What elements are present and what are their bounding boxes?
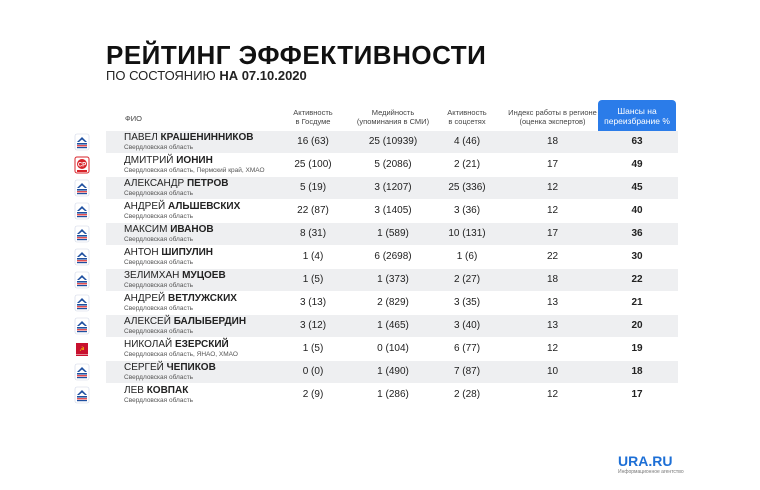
duma-activity-value: 22 (87) — [297, 205, 329, 216]
party-logo-icon — [74, 317, 90, 335]
header-media — [348, 108, 438, 126]
media-value: 5 (2086) — [374, 159, 412, 170]
candidate-name — [124, 316, 246, 327]
candidate-first-name: ПАВЕЛ — [124, 132, 158, 143]
social-value: 3 (35) — [453, 297, 481, 308]
candidate-region: Свердловская область — [124, 144, 194, 151]
media-value: 3 (1207) — [374, 182, 412, 193]
party-logo-icon — [74, 179, 90, 197]
candidate-last-name: ИВАНОВ — [170, 224, 214, 235]
social-value: 2 (28) — [453, 389, 481, 400]
duma-activity-value: 1 (4) — [302, 251, 324, 262]
table-row — [72, 246, 678, 268]
candidate-last-name: КРАШЕНИННИКОВ — [160, 132, 254, 143]
social-value: 10 (131) — [448, 228, 486, 239]
social-value: 3 (36) — [453, 205, 481, 216]
table-row — [72, 384, 678, 406]
candidate-first-name: СЕРГЕЙ — [124, 362, 164, 373]
candidate-name — [124, 155, 213, 166]
candidate-last-name: МУЦОЕВ — [182, 270, 226, 281]
header-fio: ФИО — [125, 114, 142, 123]
media-value: 6 (2698) — [374, 251, 412, 262]
header-media-line1: Медийность — [371, 108, 415, 117]
header-region-index — [505, 108, 600, 126]
table-header — [0, 100, 760, 132]
party-logo-icon — [74, 386, 90, 404]
candidate-name — [124, 247, 213, 258]
duma-activity-value: 3 (12) — [299, 320, 327, 331]
candidate-first-name: АНДРЕЙ — [124, 201, 166, 212]
svg-text:☭: ☭ — [79, 346, 85, 353]
candidate-region: Свердловская область — [124, 374, 194, 381]
header-social-line1: Активность — [447, 108, 487, 117]
header-social-line2: в соцсетях — [448, 117, 486, 126]
candidate-last-name: ШИПУЛИН — [161, 247, 214, 258]
candidate-first-name: ЗЕЛИМХАН — [124, 270, 180, 281]
candidate-name — [124, 362, 216, 373]
region-index-value: 12 — [546, 182, 559, 193]
party-logo-icon — [74, 248, 90, 266]
reelection-value: 30 — [631, 251, 643, 262]
candidate-last-name: ПЕТРОВ — [186, 178, 229, 189]
table-row — [72, 223, 678, 245]
candidate-name — [124, 201, 240, 212]
reelection-value: 40 — [631, 205, 643, 216]
media-value: 1 (490) — [377, 366, 409, 377]
social-value: 1 (6) — [456, 251, 478, 262]
candidate-region: Свердловская область — [124, 190, 194, 197]
table-row — [72, 177, 678, 199]
candidate-region: Свердловская область, Пермский край, ХМАО — [124, 167, 265, 174]
party-logo-icon — [74, 156, 90, 174]
candidate-last-name: ИОНИН — [176, 155, 213, 166]
duma-activity-value: 8 (31) — [299, 228, 327, 239]
reelection-value: 19 — [631, 343, 643, 354]
candidate-last-name: АЛЬШЕВСКИХ — [167, 201, 241, 212]
duma-activity-value: 2 (9) — [302, 389, 324, 400]
region-index-value: 10 — [546, 366, 559, 377]
table-row — [72, 292, 678, 314]
region-index-value: 17 — [546, 159, 559, 170]
media-value: 1 (465) — [377, 320, 409, 331]
candidate-region: Свердловская область — [124, 305, 194, 312]
social-value: 25 (336) — [448, 182, 486, 193]
candidate-first-name: МАКСИМ — [124, 224, 168, 235]
party-logo-icon — [74, 271, 90, 289]
reelection-value: 18 — [631, 366, 643, 377]
header-region-index-line2: (оценка экспертов) — [519, 117, 586, 126]
candidate-region: Свердловская область — [124, 236, 194, 243]
candidate-region: Свердловская область — [124, 259, 194, 266]
duma-activity-value: 5 (19) — [299, 182, 327, 193]
candidate-region: Свердловская область — [124, 397, 194, 404]
table-row — [72, 131, 678, 153]
reelection-value: 63 — [631, 136, 643, 147]
candidate-first-name: ДМИТРИЙ — [124, 155, 174, 166]
candidate-first-name: АНТОН — [124, 247, 159, 258]
candidate-name — [124, 132, 254, 143]
candidate-first-name: АНДРЕЙ — [124, 293, 166, 304]
candidate-first-name: ЛЕВ — [124, 385, 144, 396]
candidate-last-name: КОВПАК — [146, 385, 189, 396]
candidate-region: Свердловская область — [124, 328, 194, 335]
candidate-name — [124, 293, 237, 304]
social-value: 4 (46) — [453, 136, 481, 147]
page-subtitle — [106, 68, 307, 83]
duma-activity-value: 25 (100) — [294, 159, 332, 170]
candidate-last-name: БАЛЫБЕРДИН — [173, 316, 247, 327]
media-value: 1 (373) — [377, 274, 409, 285]
region-index-value: 18 — [546, 274, 559, 285]
candidate-name — [124, 339, 229, 350]
reelection-value: 49 — [631, 159, 643, 170]
party-logo-icon — [74, 202, 90, 220]
brand-subtitle: Информационное агентство — [618, 469, 684, 475]
media-value: 0 (104) — [377, 343, 409, 354]
region-index-value: 17 — [546, 228, 559, 239]
media-value: 2 (829) — [377, 297, 409, 308]
candidate-name — [124, 224, 214, 235]
header-duma-activity — [278, 108, 348, 126]
candidate-name — [124, 178, 228, 189]
region-index-value: 13 — [546, 320, 559, 331]
duma-activity-value: 0 (0) — [302, 366, 324, 377]
region-index-value: 22 — [546, 251, 559, 262]
party-logo-icon — [74, 294, 90, 312]
reelection-value: 17 — [631, 389, 643, 400]
media-value: 1 (286) — [377, 389, 409, 400]
party-logo-icon — [74, 133, 90, 151]
table-row — [72, 200, 678, 222]
candidate-region: Свердловская область, ЯНАО, ХМАО — [124, 351, 238, 358]
reelection-value: 22 — [631, 274, 643, 285]
party-logo-icon — [74, 363, 90, 381]
reelection-value: 36 — [631, 228, 643, 239]
table-row — [72, 154, 678, 176]
candidate-region: Свердловская область — [124, 282, 194, 289]
header-duma-activity-line1: Активность — [293, 108, 333, 117]
header-duma-activity-line2: в Госдуме — [295, 117, 331, 126]
media-value: 25 (10939) — [368, 136, 418, 147]
table-row — [72, 361, 678, 383]
candidate-name — [124, 270, 226, 281]
header-media-line2: (упоминания в СМИ) — [356, 117, 430, 126]
reelection-value: 45 — [631, 182, 643, 193]
duma-activity-value: 3 (13) — [299, 297, 327, 308]
header-reelection-line2: переизбрание % — [604, 116, 670, 126]
candidate-last-name: ЧЕПИКОВ — [166, 362, 216, 373]
header-reelection-chances — [598, 100, 676, 132]
header-region-index-line1: Индекс работы в регионе — [508, 108, 597, 117]
candidate-region: Свердловская область — [124, 213, 194, 220]
table-row — [72, 269, 678, 291]
header-reelection-line1: Шансы на — [617, 106, 657, 116]
duma-activity-value: 1 (5) — [302, 343, 324, 354]
subtitle-date: НА 07.10.2020 — [219, 68, 307, 83]
table-row — [72, 338, 678, 360]
reelection-value: 21 — [631, 297, 643, 308]
candidate-first-name: АЛЕКСАНДР — [124, 178, 185, 189]
candidate-first-name: НИКОЛАЙ — [124, 339, 173, 350]
media-value: 3 (1405) — [374, 205, 412, 216]
region-index-value: 18 — [546, 136, 559, 147]
region-index-value: 13 — [546, 297, 559, 308]
social-value: 6 (77) — [453, 343, 481, 354]
social-value: 3 (40) — [453, 320, 481, 331]
media-value: 1 (589) — [377, 228, 409, 239]
region-index-value: 12 — [546, 389, 559, 400]
page-title: РЕЙТИНГ ЭФФЕКТИВНОСТИ — [106, 40, 487, 70]
candidate-last-name: ЕЗЕРСКИЙ — [175, 339, 229, 350]
header-social — [432, 108, 502, 126]
duma-activity-value: 1 (5) — [302, 274, 324, 285]
region-index-value: 12 — [546, 343, 559, 354]
candidate-name — [124, 385, 188, 396]
party-logo-icon — [74, 225, 90, 243]
social-value: 2 (27) — [453, 274, 481, 285]
duma-activity-value: 16 (63) — [297, 136, 329, 147]
subtitle-prefix: ПО СОСТОЯНИЮ — [106, 68, 216, 83]
candidate-last-name: ВЕТЛУЖСКИХ — [167, 293, 237, 304]
table-row — [72, 315, 678, 337]
party-logo-icon — [74, 340, 90, 358]
reelection-value: 20 — [631, 320, 643, 331]
social-value: 7 (87) — [453, 366, 481, 377]
svg-text:СР: СР — [77, 162, 87, 169]
social-value: 2 (21) — [453, 159, 481, 170]
region-index-value: 12 — [546, 205, 559, 216]
candidate-first-name: АЛЕКСЕЙ — [124, 316, 171, 327]
brand-logo: URA.RU — [618, 453, 673, 469]
